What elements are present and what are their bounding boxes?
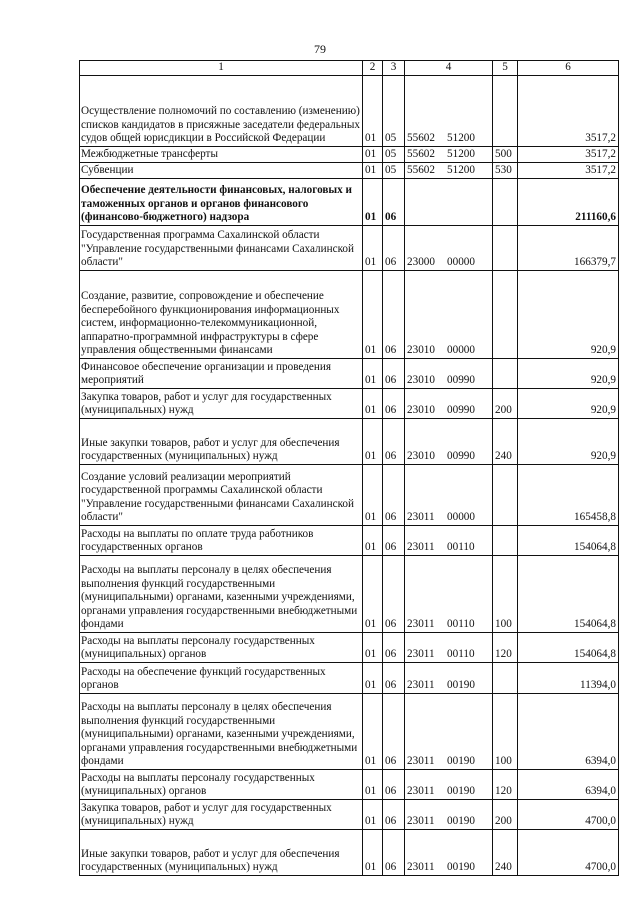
target-article-part1: 23011 <box>407 648 435 661</box>
table-row <box>80 694 619 770</box>
table-row <box>80 271 619 359</box>
table-row <box>80 465 619 526</box>
row-name: Финансовое обеспечение организации и проведения мероприятий <box>80 359 363 389</box>
subsection-code: 06 <box>383 800 405 830</box>
row-name: Расходы на выплаты по оплате труда работников государственных органов <box>80 526 363 556</box>
target-article-code <box>405 389 493 419</box>
header-cell: 4 <box>405 61 493 76</box>
amount-cell: 211160,6 <box>518 179 619 226</box>
section-code: 01 <box>363 226 383 271</box>
table-row <box>80 179 619 226</box>
subsection-code: 06 <box>383 389 405 419</box>
target-article-part2: 00190 <box>447 785 475 798</box>
amount-cell: 3517,2 <box>518 76 619 147</box>
amount-cell: 154064,8 <box>518 633 619 663</box>
table-row <box>80 147 619 163</box>
expense-type-code: 240 <box>493 419 518 465</box>
target-article-part1: 23011 <box>407 815 435 828</box>
target-article-part1: 23011 <box>407 511 435 524</box>
subsection-code: 05 <box>383 147 405 163</box>
row-name: Обеспечение деятельности финансовых, налоговых и таможенных органов и органов финансового (финансово-бюджетного) надзора <box>80 179 363 226</box>
table-row <box>80 163 619 179</box>
target-article-code <box>405 76 493 147</box>
target-article-code <box>405 179 493 226</box>
amount-cell: 920,9 <box>518 419 619 465</box>
expense-type-code: 120 <box>493 770 518 800</box>
target-article-code <box>405 226 493 271</box>
target-article-part1: 23011 <box>407 541 435 554</box>
target-article-part2: 00110 <box>447 541 475 554</box>
subsection-code: 06 <box>383 465 405 526</box>
section-code: 01 <box>363 633 383 663</box>
section-code: 01 <box>363 76 383 147</box>
target-article-code <box>405 556 493 633</box>
expense-type-code <box>493 179 518 226</box>
table-row <box>80 419 619 465</box>
target-article-part2: 00000 <box>447 256 475 269</box>
expense-type-code <box>493 226 518 271</box>
amount-cell: 920,9 <box>518 389 619 419</box>
amount-cell: 4700,0 <box>518 830 619 876</box>
expense-type-code <box>493 663 518 694</box>
target-article-code <box>405 633 493 663</box>
row-name: Закупка товаров, работ и услуг для государственных (муниципальных) нужд <box>80 389 363 419</box>
target-article-part1: 23011 <box>407 618 435 631</box>
target-article-code <box>405 770 493 800</box>
target-article-part1: 55602 <box>407 164 435 177</box>
subsection-code: 06 <box>383 526 405 556</box>
target-article-part2: 00110 <box>447 648 475 661</box>
target-article-part2: 51200 <box>447 164 475 177</box>
target-article-part1: 23011 <box>407 755 435 768</box>
row-name: Осуществление полномочий по составлению (изменению) списков кандидатов в присяжные заседатели федеральных судов общей юрисдикции в Российской Федерации <box>80 76 363 147</box>
table-row <box>80 556 619 633</box>
section-code: 01 <box>363 163 383 179</box>
expense-type-code <box>493 526 518 556</box>
target-article-part2: 51200 <box>447 132 475 145</box>
page-number: 79 <box>314 42 326 56</box>
target-article-code <box>405 163 493 179</box>
amount-cell: 6394,0 <box>518 694 619 770</box>
subsection-code: 06 <box>383 633 405 663</box>
amount-cell: 154064,8 <box>518 526 619 556</box>
target-article-part1: 23000 <box>407 256 435 269</box>
section-code: 01 <box>363 147 383 163</box>
subsection-code: 06 <box>383 419 405 465</box>
target-article-part1: 23011 <box>407 679 435 692</box>
table-row <box>80 633 619 663</box>
target-article-part1: 23011 <box>407 861 435 874</box>
section-code: 01 <box>363 556 383 633</box>
subsection-code: 06 <box>383 556 405 633</box>
subsection-code: 05 <box>383 76 405 147</box>
table-header-row <box>80 61 619 76</box>
target-article-part2: 51200 <box>447 148 475 161</box>
subsection-code: 06 <box>383 663 405 694</box>
amount-cell: 920,9 <box>518 271 619 359</box>
target-article-part2: 00000 <box>447 344 475 357</box>
amount-cell: 166379,7 <box>518 226 619 271</box>
section-code: 01 <box>363 830 383 876</box>
expense-type-code <box>493 465 518 526</box>
expense-type-code: 100 <box>493 694 518 770</box>
amount-cell: 11394,0 <box>518 663 619 694</box>
header-cell: 3 <box>383 61 405 76</box>
amount-cell: 4700,0 <box>518 800 619 830</box>
table-row <box>80 359 619 389</box>
header-cell: 6 <box>518 61 619 76</box>
expense-type-code: 120 <box>493 633 518 663</box>
target-article-code <box>405 830 493 876</box>
table-row <box>80 76 619 147</box>
subsection-code: 06 <box>383 271 405 359</box>
amount-cell: 3517,2 <box>518 163 619 179</box>
expense-type-code <box>493 359 518 389</box>
target-article-code <box>405 359 493 389</box>
section-code: 01 <box>363 800 383 830</box>
row-name: Расходы на выплаты персоналу государственных (муниципальных) органов <box>80 770 363 800</box>
section-code: 01 <box>363 419 383 465</box>
budget-table <box>79 60 619 876</box>
subsection-code: 06 <box>383 359 405 389</box>
target-article-part2: 00190 <box>447 755 475 768</box>
expense-type-code: 100 <box>493 556 518 633</box>
header-cell: 1 <box>80 61 363 76</box>
table-row <box>80 800 619 830</box>
section-code: 01 <box>363 389 383 419</box>
expense-type-code: 200 <box>493 800 518 830</box>
section-code: 01 <box>363 359 383 389</box>
target-article-part1: 23011 <box>407 785 435 798</box>
row-name: Закупка товаров, работ и услуг для государственных (муниципальных) нужд <box>80 800 363 830</box>
table-row <box>80 830 619 876</box>
target-article-part2: 00190 <box>447 815 475 828</box>
target-article-part1: 23010 <box>407 374 435 387</box>
section-code: 01 <box>363 465 383 526</box>
amount-cell: 165458,8 <box>518 465 619 526</box>
header-cell: 2 <box>363 61 383 76</box>
target-article-part1: 23010 <box>407 404 435 417</box>
expense-type-code <box>493 76 518 147</box>
target-article-part2: 00000 <box>447 511 475 524</box>
amount-cell: 920,9 <box>518 359 619 389</box>
subsection-code: 06 <box>383 179 405 226</box>
row-name: Расходы на выплаты персоналу в целях обеспечения выполнения функций государственными (муниципальными) органами, казенными учреждениями, органами управления государственными внебюджетными фондами <box>80 556 363 633</box>
amount-cell: 6394,0 <box>518 770 619 800</box>
section-code: 01 <box>363 526 383 556</box>
target-article-part1: 23010 <box>407 450 435 463</box>
row-name: Межбюджетные трансферты <box>80 147 363 163</box>
section-code: 01 <box>363 179 383 226</box>
row-name: Расходы на выплаты персоналу государственных (муниципальных) органов <box>80 633 363 663</box>
target-article-code <box>405 271 493 359</box>
row-name: Создание условий реализации мероприятий государственной программы Сахалинской области "Управление государственными финансами Сахалинской области" <box>80 465 363 526</box>
subsection-code: 06 <box>383 226 405 271</box>
target-article-part1: 55602 <box>407 148 435 161</box>
target-article-part1: 55602 <box>407 132 435 145</box>
expense-type-code: 500 <box>493 147 518 163</box>
row-name: Субвенции <box>80 163 363 179</box>
target-article-code <box>405 694 493 770</box>
row-name: Создание, развитие, сопровождение и обеспечение бесперебойного функционирования информационных систем, информационно-телекоммуникационной, аппаратно-программной инфраструктуры в сфере управления общественными финансами <box>80 271 363 359</box>
target-article-code <box>405 800 493 830</box>
target-article-part2: 00110 <box>447 618 475 631</box>
expense-type-code <box>493 271 518 359</box>
row-name: Расходы на обеспечение функций государственных органов <box>80 663 363 694</box>
target-article-part2: 00990 <box>447 450 475 463</box>
amount-cell: 3517,2 <box>518 147 619 163</box>
target-article-part2: 00190 <box>447 679 475 692</box>
table-row <box>80 526 619 556</box>
target-article-part2: 00190 <box>447 861 475 874</box>
row-name: Иные закупки товаров, работ и услуг для обеспечения государственных (муниципальных) нужд <box>80 419 363 465</box>
row-name: Иные закупки товаров, работ и услуг для обеспечения государственных (муниципальных) нужд <box>80 830 363 876</box>
section-code: 01 <box>363 271 383 359</box>
target-article-part2: 00990 <box>447 374 475 387</box>
expense-type-code: 200 <box>493 389 518 419</box>
subsection-code: 06 <box>383 830 405 876</box>
target-article-part2: 00990 <box>447 404 475 417</box>
subsection-code: 05 <box>383 163 405 179</box>
subsection-code: 06 <box>383 694 405 770</box>
target-article-code <box>405 465 493 526</box>
row-name: Расходы на выплаты персоналу в целях обеспечения выполнения функций государственными (муниципальными) органами, казенными учреждениями, органами управления государственными внебюджетными фондами <box>80 694 363 770</box>
target-article-code <box>405 526 493 556</box>
subsection-code: 06 <box>383 770 405 800</box>
expense-type-code: 240 <box>493 830 518 876</box>
table-row <box>80 226 619 271</box>
section-code: 01 <box>363 770 383 800</box>
table-row <box>80 389 619 419</box>
target-article-code <box>405 663 493 694</box>
expense-type-code: 530 <box>493 163 518 179</box>
target-article-code <box>405 147 493 163</box>
section-code: 01 <box>363 663 383 694</box>
header-cell: 5 <box>493 61 518 76</box>
table-row <box>80 770 619 800</box>
section-code: 01 <box>363 694 383 770</box>
amount-cell: 154064,8 <box>518 556 619 633</box>
row-name: Государственная программа Сахалинской области "Управление государственными финансами Сахалинской области" <box>80 226 363 271</box>
target-article-code <box>405 419 493 465</box>
target-article-part1: 23010 <box>407 344 435 357</box>
table-row <box>80 663 619 694</box>
